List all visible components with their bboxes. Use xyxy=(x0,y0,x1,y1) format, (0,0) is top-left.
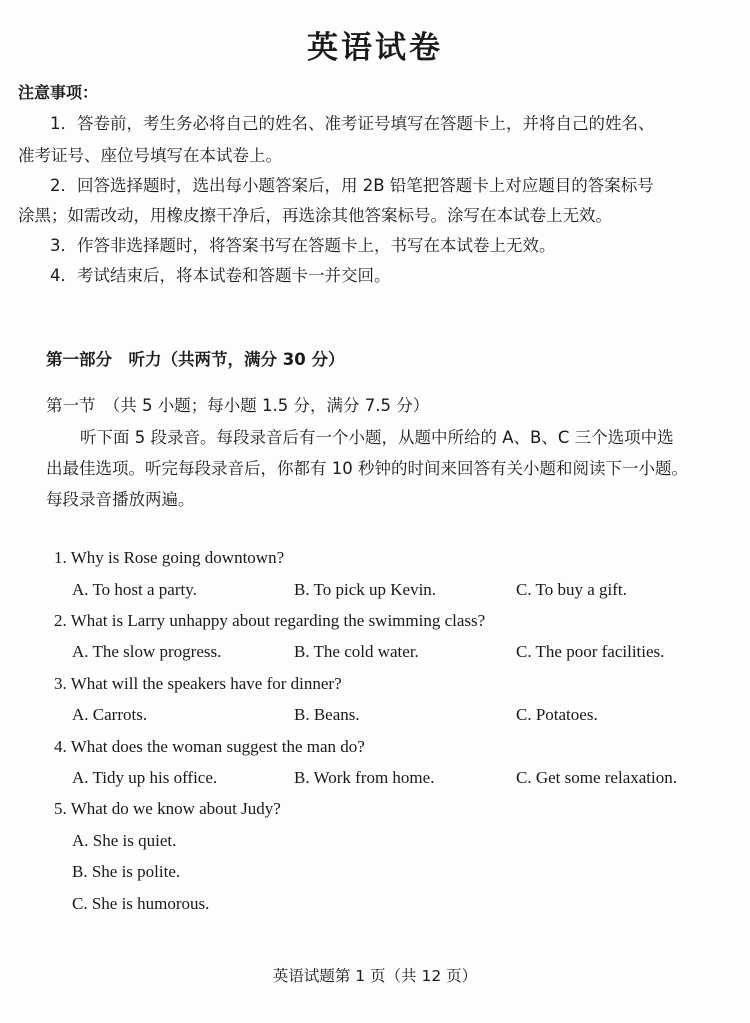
question-5-stem: 5. What do we know about Judy? xyxy=(54,799,281,818)
notice-line-4: 4．考试结束后，将本试卷和答题卡一并交回。 xyxy=(50,266,391,285)
question-5-option-b: B. She is polite. xyxy=(72,862,181,881)
question-1-option-a: A. To host a party. xyxy=(72,580,197,599)
question-1-option-c: C. To buy a gift. xyxy=(516,580,627,599)
question-2-option-b: B. The cold water. xyxy=(294,642,419,661)
question-4-stem: 4. What does the woman suggest the man do? xyxy=(54,737,365,756)
question-2-option-c: C. The poor facilities. xyxy=(516,642,665,661)
question-2-stem: 2. What is Larry unhappy about regarding the swimming class? xyxy=(54,611,486,630)
notice-line-2: 2．回答选择题时，选出每小题答案后，用 2B 铅笔把答题卡上对应题目的答案标号 xyxy=(50,176,654,195)
section1-heading: 第一节 （共 5 小题；每小题 1.5 分，满分 7.5 分） xyxy=(46,396,430,415)
notice-line-1-cont: 准考证号、座位号填写在本试卷上。 xyxy=(18,146,282,165)
question-5-option-a: A. She is quiet. xyxy=(72,831,177,850)
section1-instructions-1: 听下面 5 段录音。每段录音后有一个小题，从题中所给的 A、B、C 三个选项中选 xyxy=(80,428,674,447)
question-3-option-b: B. Beans. xyxy=(294,705,360,724)
question-3-option-c: C. Potatoes. xyxy=(516,705,598,724)
notice-line-3: 3．作答非选择题时，将答案书写在答题卡上，书写在本试卷上无效。 xyxy=(50,236,556,255)
page-title: 英语试卷 xyxy=(307,30,443,66)
question-3-option-a: A. Carrots. xyxy=(72,705,148,724)
notice-line-2-cont: 涂黑；如需改动，用橡皮擦干净后，再选涂其他答案标号。涂写在本试卷上无效。 xyxy=(18,206,612,225)
question-4-option-c: C. Get some relaxation. xyxy=(516,768,677,787)
question-2-option-a: A. The slow progress. xyxy=(72,642,222,661)
section1-instructions-2: 出最佳选项。听完每段录音后，你都有 10 秒钟的时间来回答有关小题和阅读下一小题。 xyxy=(46,459,688,478)
part1-heading: 第一部分 听力（共两节，满分 30 分） xyxy=(46,350,345,369)
question-4-option-a: A. Tidy up his office. xyxy=(72,768,218,787)
question-1-stem: 1. Why is Rose going downtown? xyxy=(54,548,285,567)
notice-line-1: 1．答卷前，考生务必将自己的姓名、准考证号填写在答题卡上，并将自己的姓名、 xyxy=(50,114,655,133)
question-3-stem: 3. What will the speakers have for dinner? xyxy=(54,674,342,693)
page-footer: 英语试题第 1 页（共 12 页） xyxy=(272,967,478,985)
section1-instructions-3: 每段录音播放两遍。 xyxy=(46,490,195,509)
question-1-option-b: B. To pick up Kevin. xyxy=(294,580,437,599)
notice-heading: 注意事项： xyxy=(18,83,99,102)
question-4-option-b: B. Work from home. xyxy=(294,768,435,787)
question-5-option-c: C. She is humorous. xyxy=(72,894,210,913)
